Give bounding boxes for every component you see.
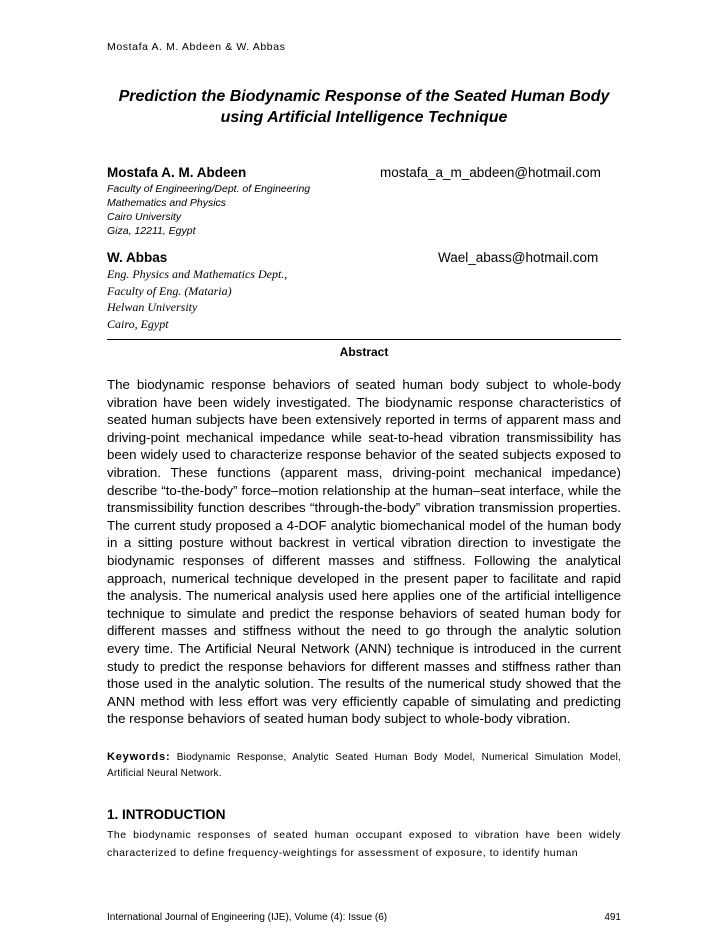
introduction-body: The biodynamic responses of seated human occupant exposed to vibration have been widely characterized to define frequency-weightings for assessment of exposure, to identify human [107,829,621,859]
footer-journal: International Journal of Engineering (IJE), Volume (4): Issue (6) [107,912,388,923]
author-2-affiliation [107,266,287,332]
affiliation-line: Cairo, Egypt [107,316,169,331]
affiliation-line: Mathematics and Physics [107,197,227,209]
affiliation-line: Helwan University [107,300,198,314]
paper-title [100,86,628,128]
abstract-body: The biodynamic response behaviors of seated human body subject to whole-body vibration have been widely investigated. The biodynamic response characteristics of seated human subjects have been extensively reported in terms of apparent mass and driving-point mechanical impedance while seat-to-head vibration transmissibility has been widely used to characterize response behavior of the seated subjects exposed to vibration. These functions (apparent mass, driving-point mechanical impedance) describe “to-the-body” force–motion relationship at the human–seat interface, while the transmissibility function describes “through-the-body” vibration transmission properties. The current study proposed a 4-DOF analytic biomechanical model of the human body in a sitting posture without backrest in vertical vibration direction to investigate the biodynamic responses of different masses and stiffness. Following the analytical approach, numerical technique developed in the present paper to facilitate and rapid the analysis. The numerical analysis used here applies one of the artificial intelligence technique to simulate and predict the response behaviors of seated human body for different masses and stiffness without the need to go through the analytic solution every time. The Artificial Neural Network (ANN) technique is introduced in the current study to predict the response behaviors for different masses and stiffness rather than those used in the analytic solution. The results of the numerical study showed that the ANN method with less effort was very efficiently capable of simulating and predicting the response behaviors of seated human body subject to whole-body vibration. [107,377,621,727]
running-head: Mostafa A. M. Abdeen & W. Abbas [107,41,286,53]
affiliation-line: Faculty of Engineering/Dept. of Engineering [107,183,311,195]
affiliation-line: Faculty of Eng. (Mataria) [107,283,232,298]
author-2-email: Wael_abass@hotmail.com [438,250,599,265]
author-1-affiliation [107,182,310,238]
keywords-text: Biodynamic Response, Analytic Seated Human Body Model, Numerical Simulation Model, Artificial Neural Network. [107,752,621,779]
title-line-2: using Artificial Intelligence Technique [220,109,508,126]
affiliation-line: Cairo University [107,211,182,223]
section-divider [107,339,621,340]
abstract-heading: Abstract [339,345,389,359]
keywords [107,750,621,781]
keywords-label: Keywords: [107,751,171,763]
affiliation-line: Giza, 12211, Egypt [107,225,196,237]
author-1-email: mostafa_a_m_abdeen@hotmail.com [380,165,601,180]
author-1-name: Mostafa A. M. Abdeen [107,165,247,180]
affiliation-line: Eng. Physics and Mathematics Dept., [107,267,288,281]
introduction-heading: 1. INTRODUCTION [107,807,226,822]
title-line-1: Prediction the Biodynamic Response of the Seated Human Body [118,88,610,105]
page-number: 491 [604,912,621,923]
author-2-name: W. Abbas [107,250,168,265]
